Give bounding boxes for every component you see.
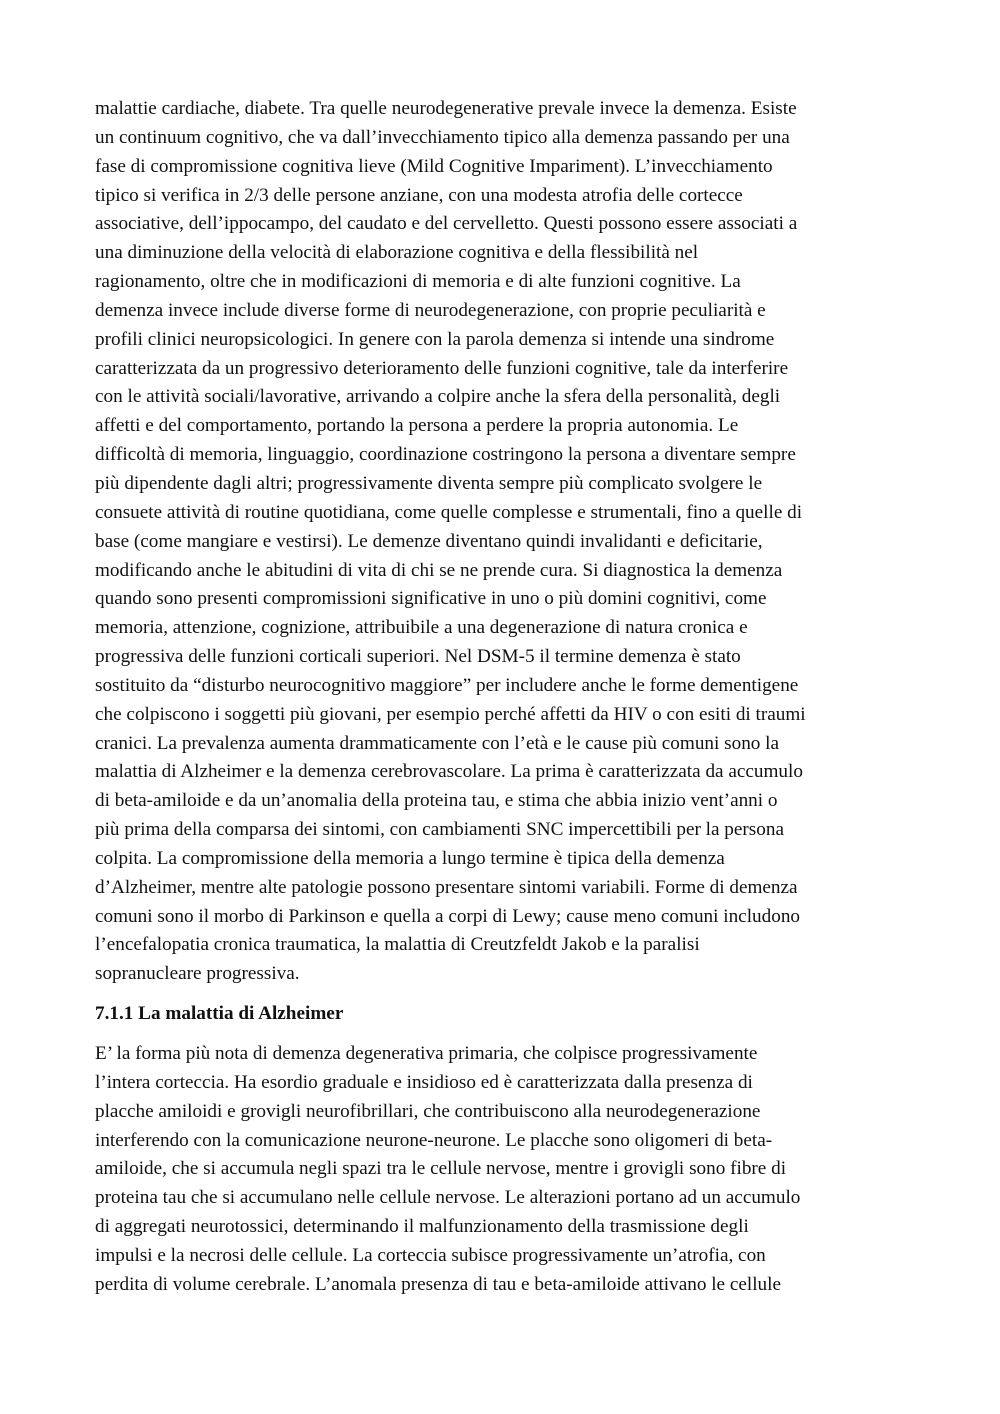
text-line: base (come mangiare e vestirsi). Le demenze diventano quindi invalidanti e deficitarie, [95,530,763,552]
text-line: tipico si verifica in 2/3 delle persone anziane, con una modesta atrofia delle cortecce [95,184,743,206]
text-line: caratterizzata da un progressivo deterioramento delle funzioni cognitive, tale da interferire [95,357,789,379]
text-line: più dipendente dagli altri; progressivamente diventa sempre più complicato svolgere le [95,472,763,494]
text-line: sopranucleare progressiva. [95,963,300,985]
document-page [95,95,910,1300]
text-line: associative, dell’ippocampo, del caudato e del cervelletto. Questi possono essere associati a [95,213,798,235]
paragraph-dementia [95,95,910,989]
text-line: che colpiscono i soggetti più giovani, per esempio perché affetti da HIV o con esiti di traumi [95,703,806,725]
text-line: placche amiloidi e grovigli neurofibrillari, che contribuiscono alla neurodegenerazione [95,1100,761,1122]
text-line: E’ la forma più nota di demenza degenerativa primaria, che colpisce progressivamente [95,1043,758,1064]
text-line: colpita. La compromissione della memoria a lungo termine è tipica della demenza [95,847,725,869]
text-line: una diminuzione della velocità di elaborazione cognitiva e della flessibilità nel [95,242,699,264]
text-line: difficoltà di memoria, linguaggio, coordinazione costringono la persona a diventare sempre [95,444,796,466]
text-line: memoria, attenzione, cognizione, attribuibile a una degenerazione di natura cronica e [95,617,748,639]
text-line: con le attività sociali/lavorative, arrivando a colpire anche la sfera della personalità, degli [95,386,781,408]
text-line: amiloide, che si accumula negli spazi tra le cellule nervose, mentre i grovigli sono fibre di [95,1158,787,1180]
text-line: proteina tau che si accumulano nelle cellule nervose. Le alterazioni portano ad un accumulo [95,1187,801,1209]
text-line: fase di compromissione cognitiva lieve (Mild Cognitive Impariment). L’invecchiamento [95,155,773,177]
text-line: malattie cardiache, diabete. Tra quelle neurodegenerative prevale invece la demenza. Esiste [95,98,797,119]
text-line: l’encefalopatia cronica traumatica, la malattia di Creutzfeldt Jakob e la paralisi [95,934,700,956]
paragraph-alzheimer [95,1040,910,1300]
text-line: progressiva delle funzioni corticali superiori. Nel DSM-5 il termine demenza è stato [95,646,741,668]
text-line: impulsi e la necrosi delle cellule. La corteccia subisce progressivamente un’atrofia, con [95,1244,766,1266]
text-line: un continuum cognitivo, che va dall’invecchiamento tipico alla demenza passando per una [95,126,790,148]
text-line: affetti e del comportamento, portando la persona a perdere la propria autonomia. Le [95,415,739,437]
text-line: comuni sono il morbo di Parkinson e quella a corpi di Lewy; cause meno comuni includono [95,905,801,927]
text-line: cranici. La prevalenza aumenta drammaticamente con l’età e le cause più comuni sono la [95,732,780,754]
text-line: l’intera corteccia. Ha esordio graduale e insidioso ed è caratterizzata dalla presenza di [95,1071,753,1093]
text-line: ragionamento, oltre che in modificazioni di memoria e di alte funzioni cognitive. La [95,271,741,293]
text-line: demenza invece include diverse forme di neurodegenerazione, con proprie peculiarità e [95,299,766,321]
text-line: quando sono presenti compromissioni significative in uno o più domini cognitivi, come [95,588,767,610]
text-line: sostituito da “disturbo neurocognitivo maggiore” per includere anche le forme dementigene [95,674,799,696]
text-line: più prima della comparsa dei sintomi, con cambiamenti SNC impercettibili per la persona [95,819,784,841]
text-line: interferendo con la comunicazione neurone-neurone. Le placche sono oligomeri di beta- [95,1129,773,1151]
text-line: di aggregati neurotossici, determinando il malfunzionamento della trasmissione degli [95,1216,749,1238]
text-line: modificando anche le abitudini di vita di chi se ne prende cura. Si diagnostica la demenza [95,559,783,581]
text-line: di beta-amiloide e da un’anomalia della proteina tau, e stima che abbia inizio vent’anni o [95,790,778,812]
text-line: consuete attività di routine quotidiana, come quelle complesse e strumentali, fino a quelle di [95,501,803,523]
text-line: d’Alzheimer, mentre alte patologie possono presentare sintomi variabili. Forme di demenza [95,876,798,898]
spacer [95,989,910,1000]
spacer [95,1029,910,1040]
text-line: perdita di volume cerebrale. L’anomala presenza di tau e beta-amiloide attivano le cellule [95,1273,781,1295]
text-line: malattia di Alzheimer e la demenza cerebrovascolare. La prima è caratterizzata da accumulo [95,761,803,783]
section-heading: 7.1.1 La malattia di Alzheimer [95,1003,344,1025]
text-line: profili clinici neuropsicologici. In genere con la parola demenza si intende una sindrome [95,328,775,350]
